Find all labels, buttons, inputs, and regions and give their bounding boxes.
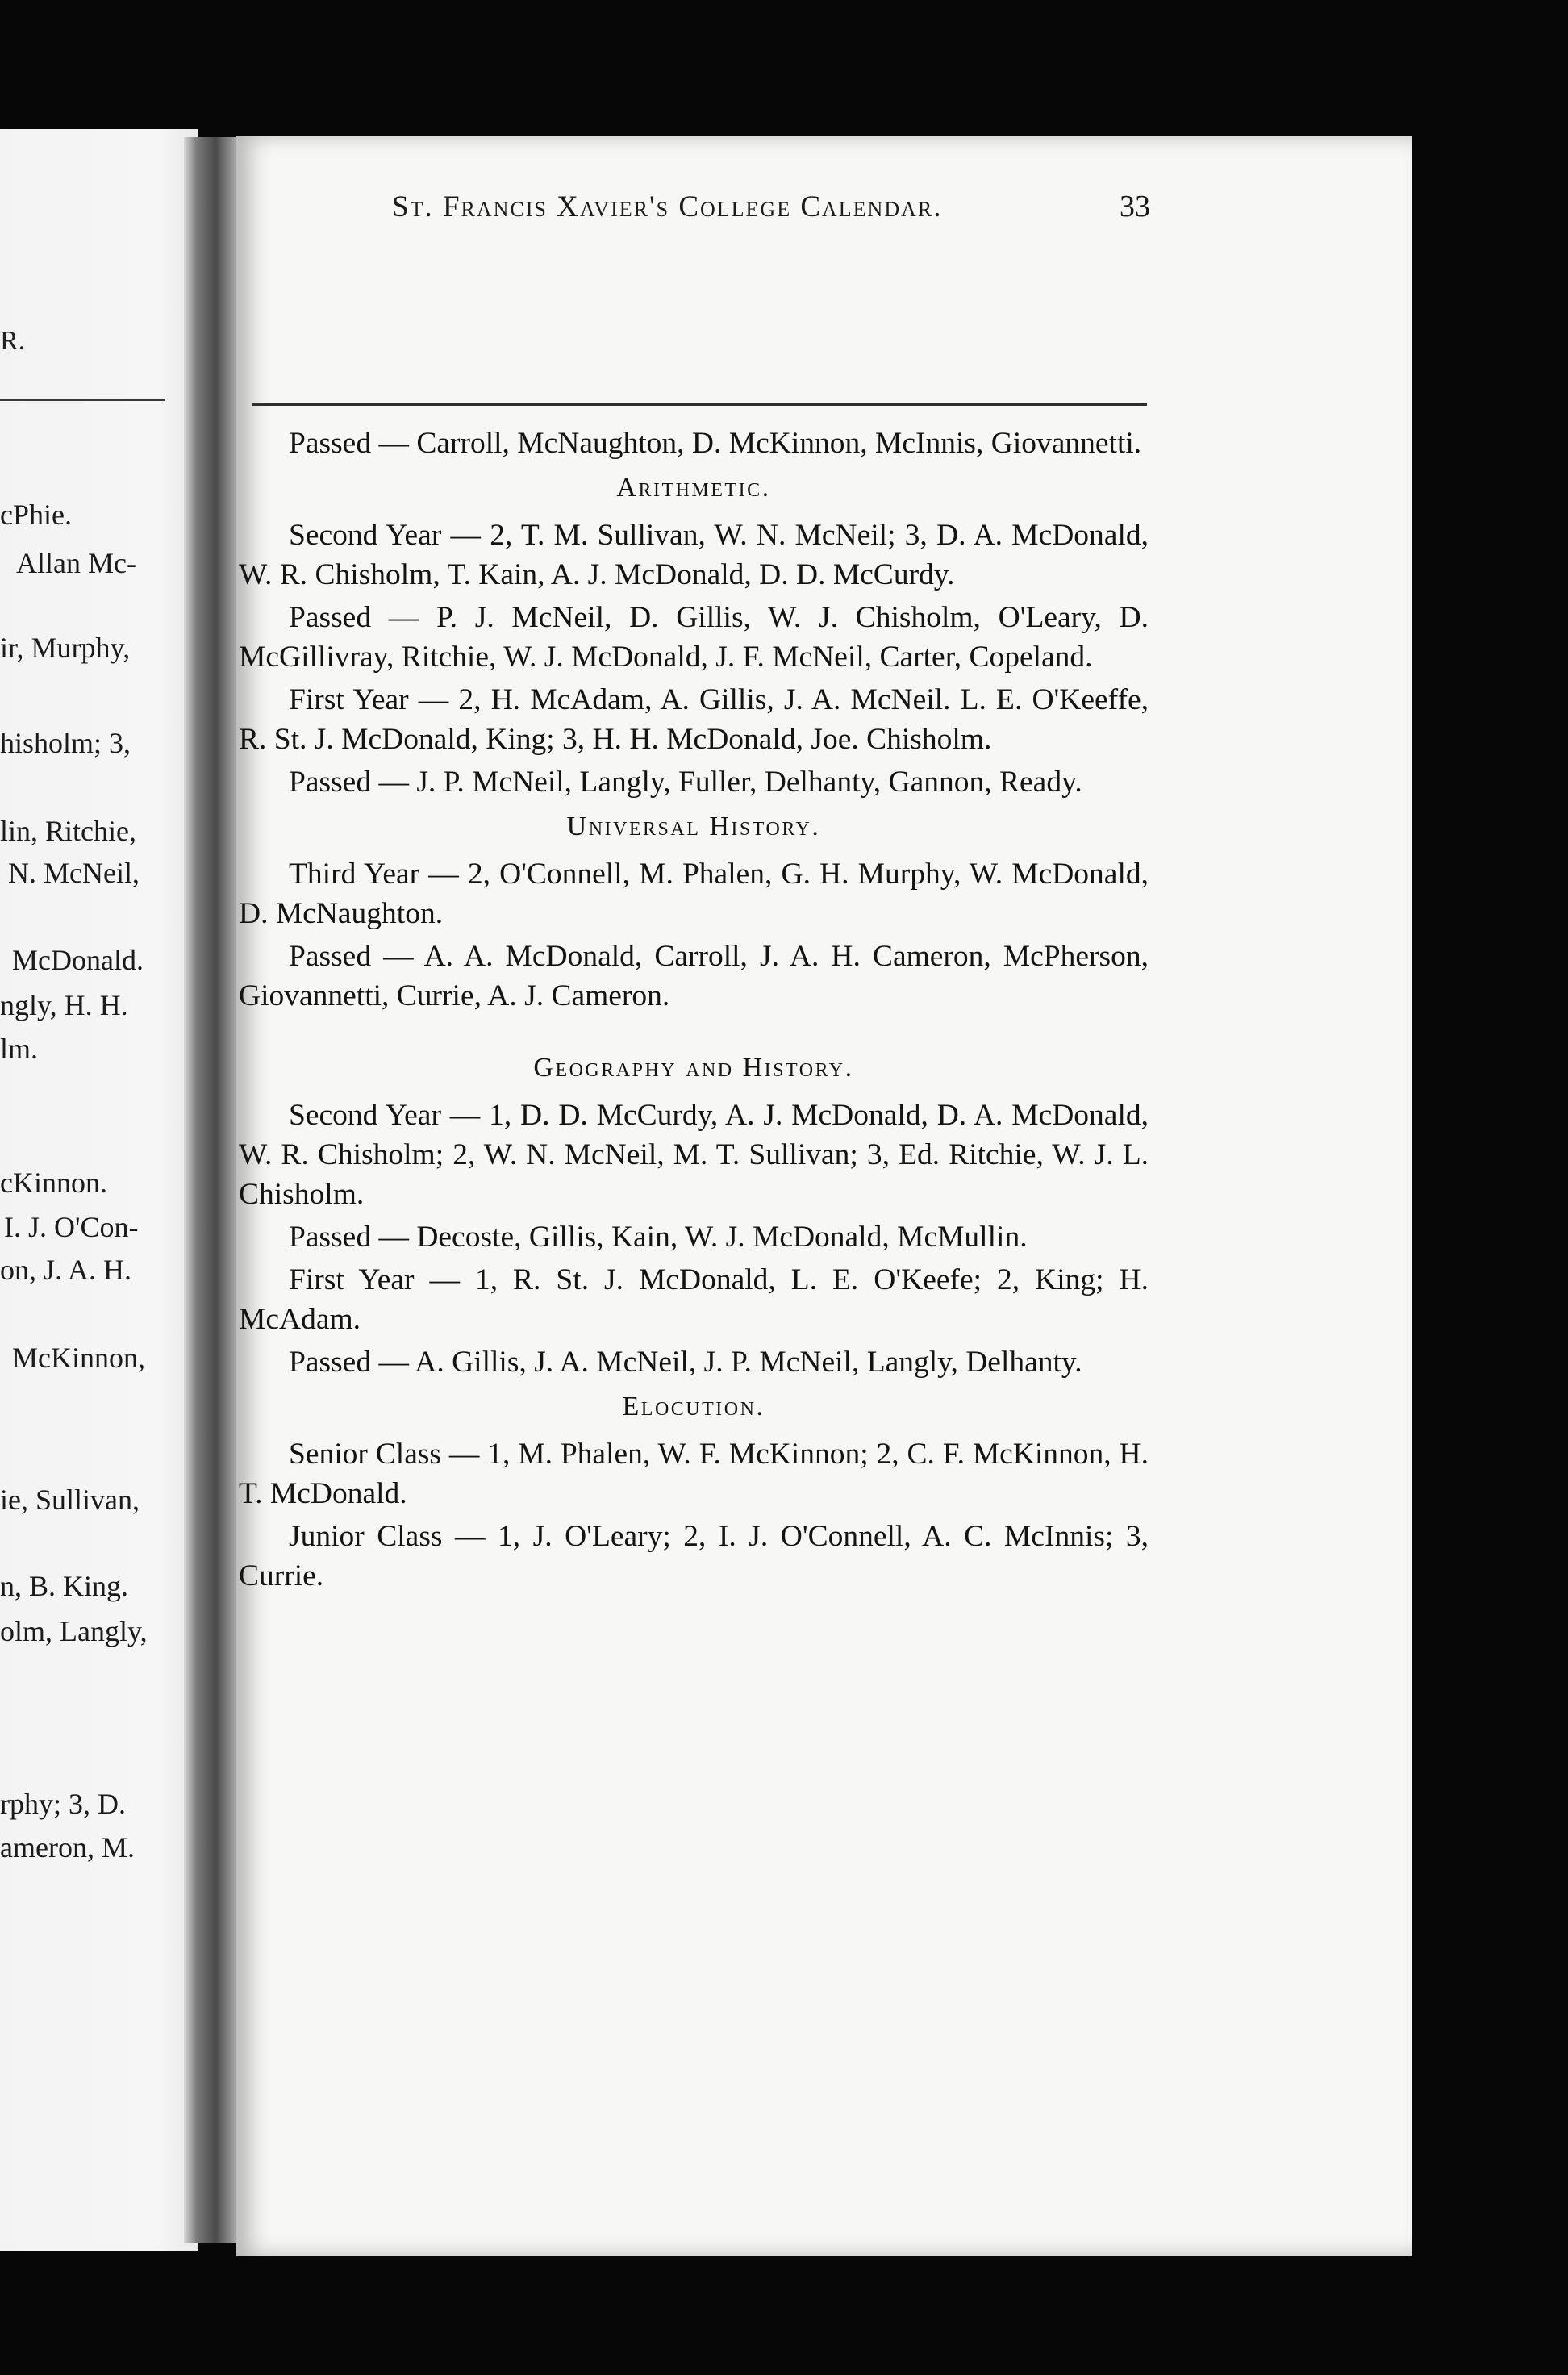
- left-text-fragment: rphy; 3, D.: [0, 1788, 126, 1820]
- left-text-fragment: ie, Sullivan,: [0, 1484, 140, 1516]
- left-text-fragment: lin, Ritchie,: [0, 815, 136, 847]
- left-text-fragment: lm.: [0, 1033, 39, 1065]
- geography-first-year-passed: Passed — A. Gillis, J. A. McNeil, J. P. McNeil, Langly, Delhanty.: [289, 1346, 1082, 1379]
- left-text-fragment: ir, Murphy,: [0, 632, 131, 664]
- left-text-fragment: cKinnon.: [0, 1167, 107, 1199]
- arithmetic-first-year: First Year — 2, H. McAdam, A. Gillis, J. A. McNeil. L. E. O'Keeffe, R. St. J. McDonald, King; 3, H. H. McDonald, Joe. Chisholm.: [239, 683, 1149, 756]
- page-body: [239, 424, 1149, 1599]
- section-heading-geography-history: Geography and History.: [533, 1053, 854, 1083]
- elocution-junior-class: Junior Class — 1, J. O'Leary; 2, I. J. O'Connell, A. C. McInnis; 3, Currie.: [239, 1520, 1149, 1592]
- left-text-fragment: ngly, H. H.: [0, 989, 128, 1021]
- arithmetic-second-year-passed: Passed — P. J. McNeil, D. Gillis, W. J. Chisholm, O'Leary, D. McGillivray, Ritchie, W. J. McDonald, J. F. McNeil, Carter, Copeland.: [239, 601, 1149, 674]
- section-heading-universal-history: Universal History.: [566, 812, 821, 841]
- geography-first-year: First Year — 1, R. St. J. McDonald, L. E. O'Keefe; 2, King; H. McAdam.: [239, 1263, 1149, 1336]
- left-text-fragment: McDonald.: [12, 944, 144, 976]
- left-page-header-fragment: R.: [0, 326, 26, 356]
- passed-paragraph: Passed — Carroll, McNaughton, D. McKinnon, McInnis, Giovannetti.: [289, 427, 1142, 460]
- geography-second-year-passed: Passed — Decoste, Gillis, Kain, W. J. McDonald, McMullin.: [289, 1221, 1028, 1254]
- left-text-fragment: McKinnon,: [12, 1342, 145, 1374]
- page-header: [392, 189, 1150, 224]
- left-text-fragment: ameron, M.: [0, 1831, 135, 1864]
- section-heading-elocution: Elocution.: [622, 1392, 765, 1421]
- running-title: St. Francis Xavier's College Calendar.: [392, 190, 943, 223]
- section-gap: [239, 1019, 1149, 1043]
- page-number: 33: [1120, 190, 1150, 223]
- universal-history-third-year: Third Year — 2, O'Connell, M. Phalen, G. H. Murphy, W. McDonald, D. McNaughton.: [239, 858, 1149, 930]
- left-text-fragment: I. J. O'Con-: [4, 1211, 139, 1243]
- left-text-fragment: on, J. A. H.: [0, 1254, 132, 1286]
- elocution-senior-class: Senior Class — 1, M. Phalen, W. F. McKinnon; 2, C. F. McKinnon, H. T. McDonald.: [239, 1438, 1149, 1510]
- left-page-rule: [0, 399, 165, 401]
- arithmetic-first-year-passed: Passed — J. P. McNeil, Langly, Fuller, Delhanty, Gannon, Ready.: [289, 766, 1082, 799]
- left-text-fragment: hisholm; 3,: [0, 727, 131, 759]
- geography-second-year: Second Year — 1, D. D. McCurdy, A. J. McDonald, D. A. McDonald, W. R. Chisholm; 2, W. N. McNeil, M. T. Sullivan; 3, Ed. Ritchie, W. J. L. Chisholm.: [239, 1099, 1149, 1211]
- book-gutter: [184, 137, 242, 2243]
- left-text-fragment: n, B. King.: [0, 1570, 129, 1602]
- left-text-fragment: N. McNeil,: [8, 857, 140, 889]
- header-rule: [252, 403, 1147, 406]
- section-heading-arithmetic: Arithmetic.: [616, 473, 771, 503]
- left-text-fragment: Allan Mc-: [16, 547, 136, 579]
- left-text-fragment: cPhie.: [0, 499, 72, 531]
- left-text-fragment: olm, Langly,: [0, 1615, 148, 1647]
- universal-history-passed: Passed — A. A. McDonald, Carroll, J. A. H. Cameron, McPherson, Giovannetti, Currie, A. J. Cameron.: [239, 940, 1149, 1012]
- arithmetic-second-year: Second Year — 2, T. M. Sullivan, W. N. McNeil; 3, D. A. McDonald, W. R. Chisholm, T. Kain, A. J. McDonald, D. D. McCurdy.: [239, 519, 1149, 591]
